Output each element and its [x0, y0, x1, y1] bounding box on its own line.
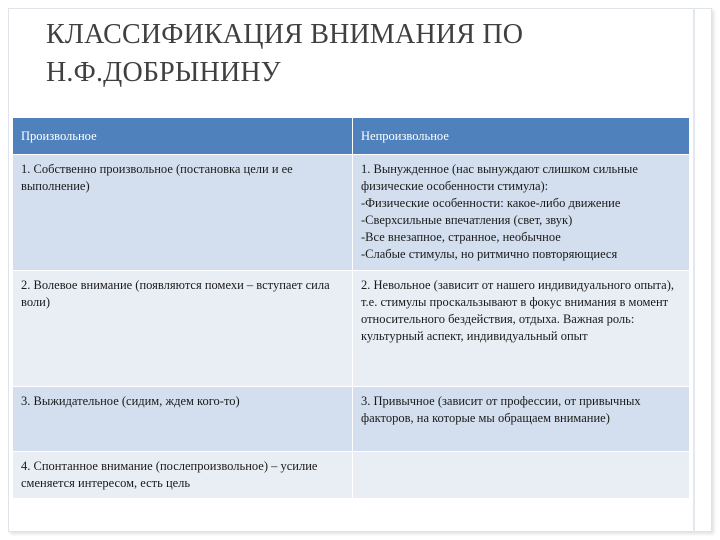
table-row — [13, 387, 690, 452]
cell-text: 1. Вынужденное (нас вынуждают слишком сильные физические особенности стимула): — [361, 162, 638, 193]
table-cell-involuntary — [353, 155, 690, 271]
cell-text: 3. Выжидательное (сидим, ждем кого-то) — [21, 394, 240, 408]
table-cell-involuntary — [353, 452, 690, 499]
header-involuntary: Непроизвольное — [353, 118, 690, 155]
table-cell-involuntary — [353, 271, 690, 387]
cell-text: 1. Собственно произвольное (постановка цели и ее выполнение) — [21, 162, 293, 193]
attention-classification-table — [12, 117, 690, 499]
cell-text: -Сверхсильные впечатления (свет, звук) — [361, 213, 573, 227]
cell-text: 2. Волевое внимание (появляются помехи – вступает сила воли) — [21, 278, 330, 309]
cell-text: 2. Невольное (зависит от нашего индивидуального опыта), т.е. стимулы проскальзывают в фокус внимания в момент относительного бездействия, отдыха. Важная роль: культурный аспект, индивидуальный опыт — [361, 278, 675, 343]
cell-text: 4. Спонтанное внимание (послепроизвольное) – усилие сменяется интересом, есть цель — [21, 459, 318, 490]
cell-text: -Физические особенности: какое-либо движение — [361, 196, 621, 210]
header-voluntary: Произвольное — [13, 118, 353, 155]
cell-text: 3. Привычное (зависит от профессии, от привычных факторов, на которые мы обращаем внимание) — [361, 394, 641, 425]
table-cell-voluntary — [13, 387, 353, 452]
table-row — [13, 155, 690, 271]
slide-title: КЛАССИФИКАЦИЯ ВНИМАНИЯ ПО Н.Ф.ДОБРЫНИНУ — [46, 19, 524, 88]
cell-text: -Слабые стимулы, но ритмично повторяющиеся — [361, 247, 618, 261]
slide-accent-rule — [693, 8, 695, 532]
table-cell-voluntary — [13, 271, 353, 387]
table-row — [13, 271, 690, 387]
table-cell-voluntary — [13, 155, 353, 271]
table-cell-involuntary — [353, 387, 690, 452]
table-header-row — [13, 118, 690, 155]
table-cell-voluntary — [13, 452, 353, 499]
cell-text: -Все внезапное, странное, необычное — [361, 230, 561, 244]
table-row — [13, 452, 690, 499]
